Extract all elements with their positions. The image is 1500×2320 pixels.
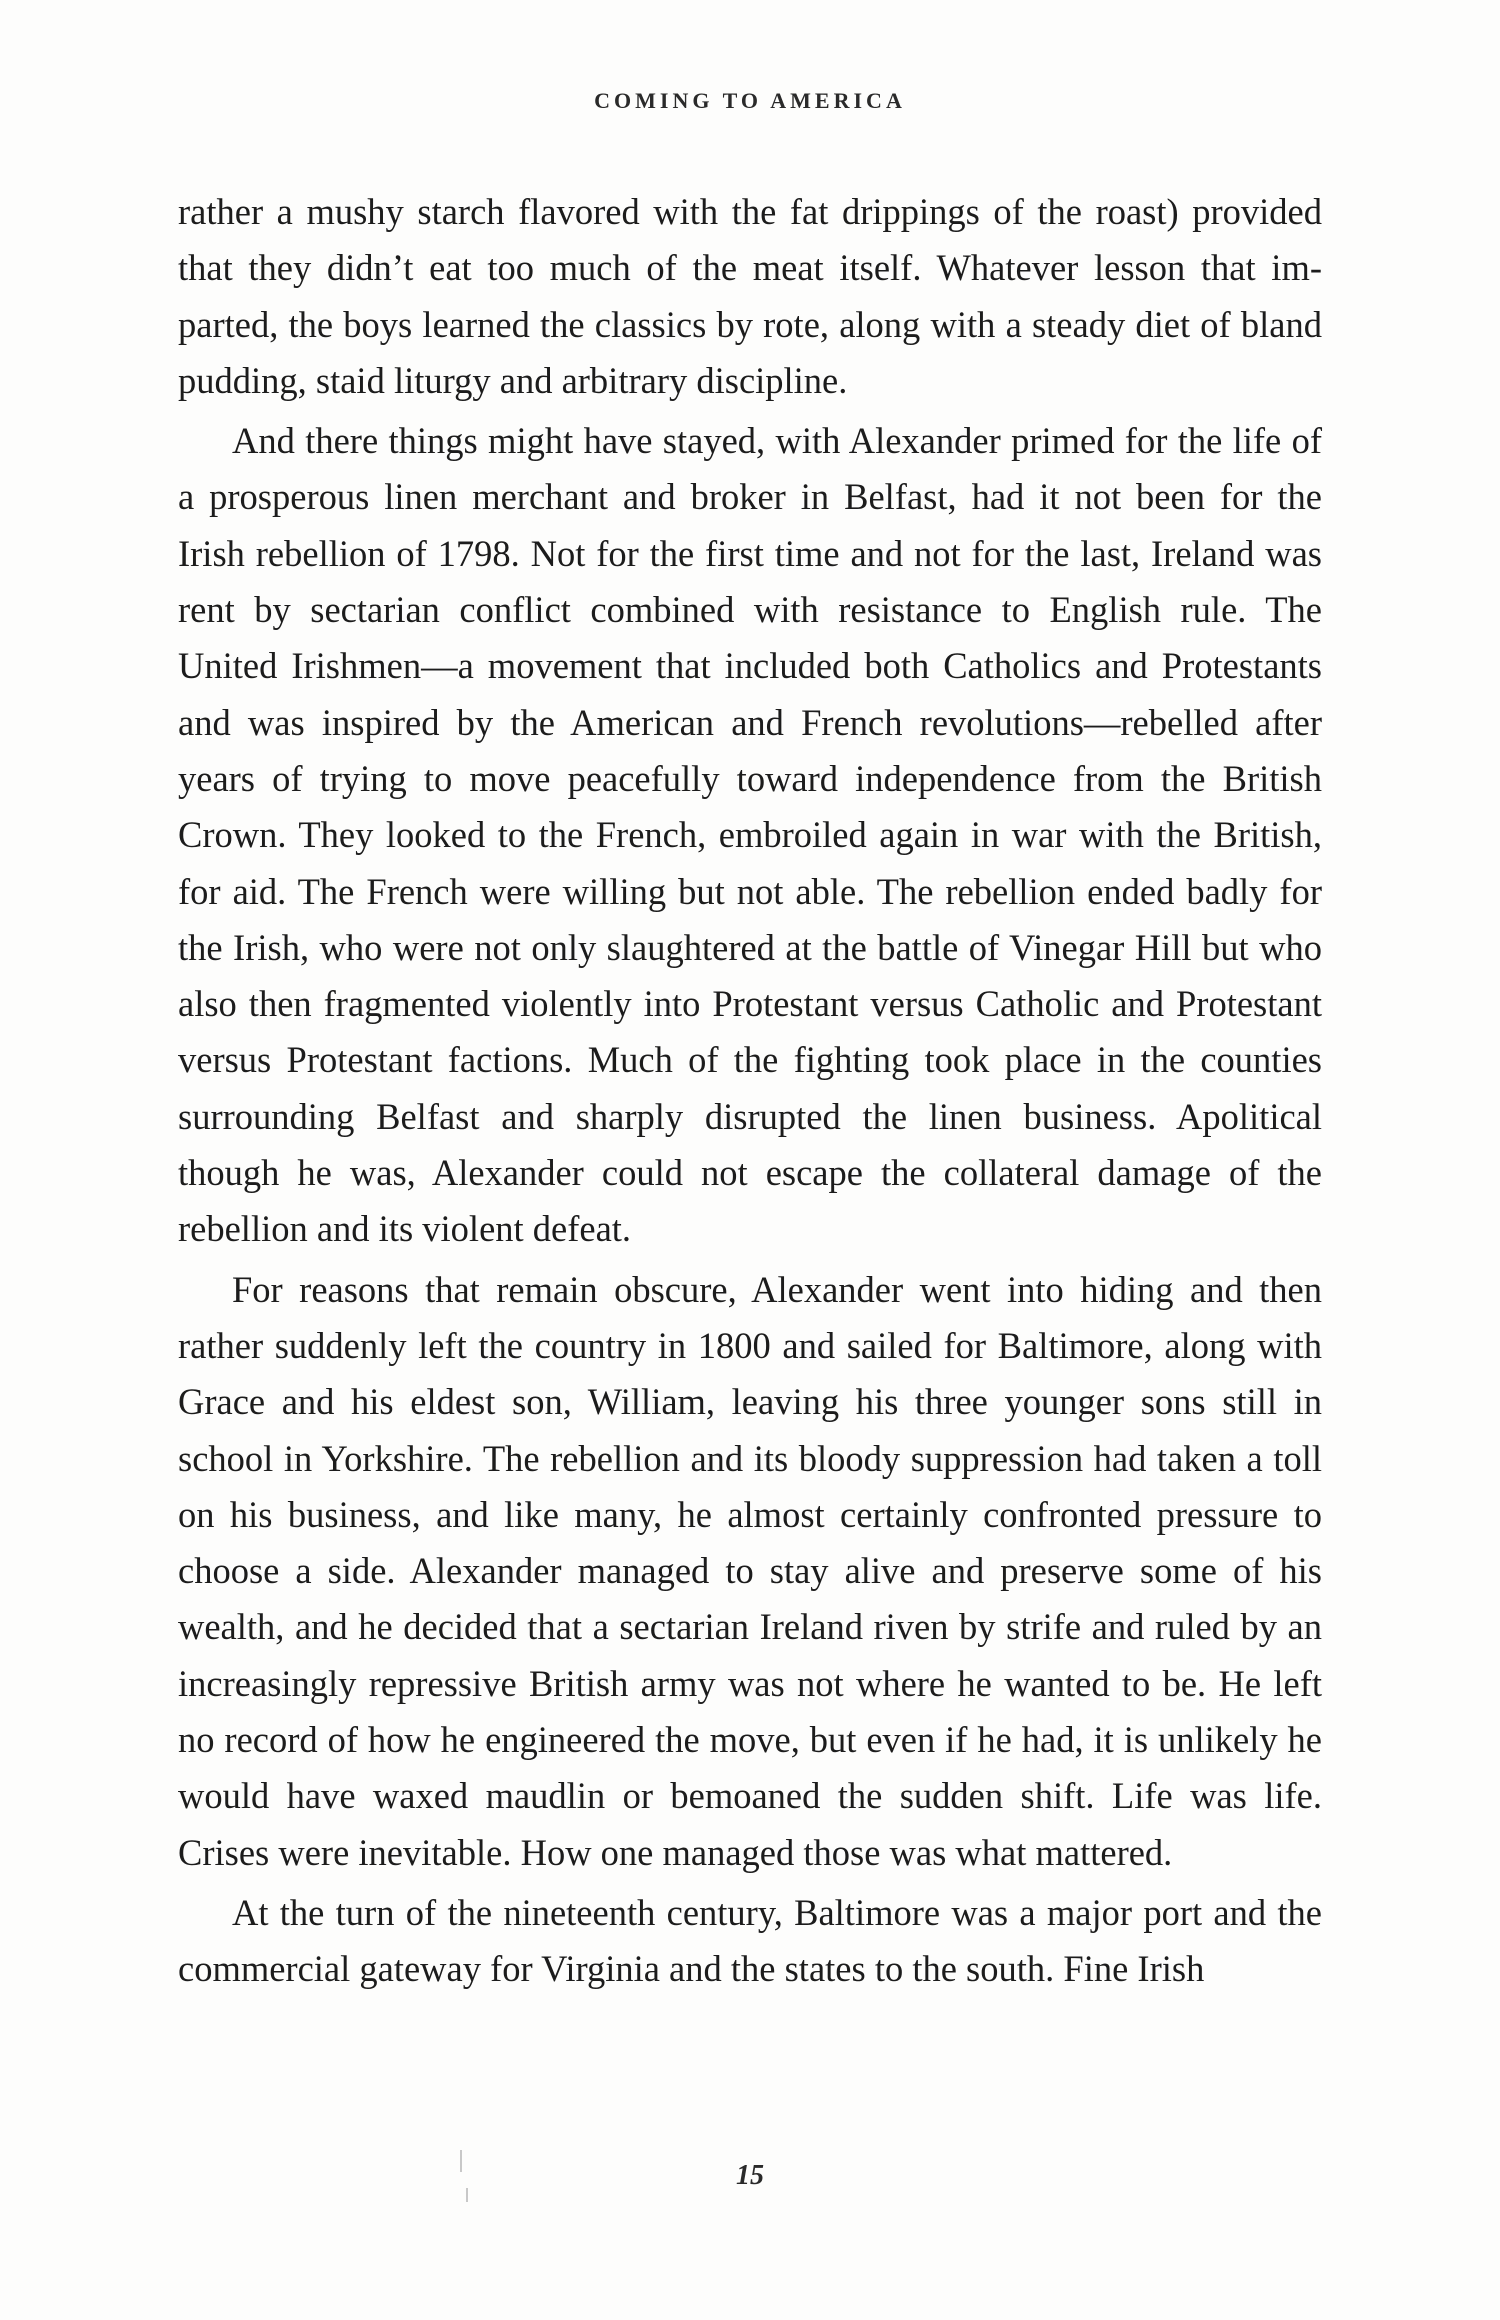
paragraph-3: For reasons that remain obscure, Alexander went into hiding and then rather suddenly left the country in 1800 and sailed for Baltimore, along with Grace and his eldest son, William, leaving his three younger sons still in school in Yorkshire. The rebellion and its bloody suppression had taken a toll on his business, and like many, he almost certainly confronted pressure to choose a side. Alexander managed to stay alive and preserve some of his wealth, and he decided that a sectarian Ireland riven by strife and ruled by an increasingly repressive British army was not where he wanted to be. He left no record of how he engineered the move, but even if he had, it is unlikely he would have waxed maudlin or bemoaned the sudden shift. Life was life. Crises were inevitable. How one managed those was what mattered.: [178, 1268, 1322, 1873]
paragraph-4: At the turn of the nineteenth century, Baltimore was a major port and the commercial gateway for Virginia and the states to the south. Fine Irish: [178, 1891, 1322, 1990]
paragraph-1: rather a mushy starch flavored with the fat drippings of the roast) provided that they didn’t eat too much of the meat itself. Whatever lesson that imparted, the boys learned the classics by rote, along with a steady diet of bland pudding, staid liturgy and arbitrary discipline.: [178, 191, 1322, 401]
scan-speck: [460, 2150, 462, 2172]
page-number: 15: [736, 2160, 764, 2191]
body-text: [178, 184, 1322, 1998]
running-head: COMING TO AMERICA: [594, 88, 906, 113]
paragraph-2: And there things might have stayed, with Alexander primed for the life of a prosperous linen merchant and broker in Belfast, had it not been for the Irish rebellion of 1798. Not for the first time and not for the last, Ireland was rent by sectarian conflict combined with resistance to English rule. The United Irishmen—a movement that included both Catholics and Protestants and was inspired by the American and French revolutions—rebelled after years of trying to move peacefully toward independence from the British Crown. They looked to the French, embroiled again in war with the British, for aid. The French were willing but not able. The rebellion ended badly for the Irish, who were not only slaughtered at the battle of Vinegar Hill but who also then fragmented violently into Protestant versus Catholic and Protestant versus Protestant factions. Much of the fighting took place in the counties surrounding Belfast and sharply disrupted the linen business. Apolitical though he was, Alexander could not escape the collateral damage of the rebellion and its violent defeat.: [178, 420, 1322, 1250]
scan-speck: [466, 2188, 468, 2202]
